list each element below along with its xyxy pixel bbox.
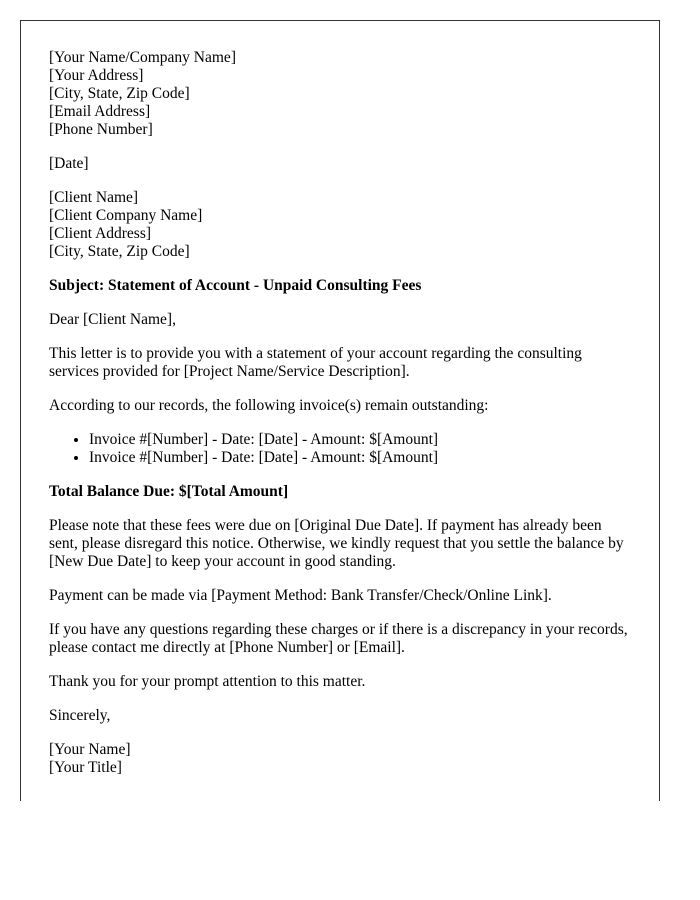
due-notice-paragraph: Please note that these fees were due on [Original Due Date]. If payment has already been sent, please disregard this notice. Otherwise, we kindly request that you settle the balance by [New Due Date] to keep your account in good standing. [49, 517, 624, 570]
recipient-block [49, 189, 631, 261]
sender-email: [Email Address] [49, 103, 151, 120]
signature-name: [Your Name] [49, 741, 131, 758]
recipient-address: [Client Address] [49, 225, 152, 242]
subject-line: Subject: Statement of Account - Unpaid Consulting Fees [49, 277, 422, 294]
salutation: Dear [Client Name], [49, 311, 176, 328]
sender-name: [Your Name/Company Name] [49, 49, 236, 66]
signature-block [49, 741, 631, 777]
signature-title: [Your Title] [49, 759, 122, 776]
sender-city-state-zip: [City, State, Zip Code] [49, 85, 190, 102]
questions-paragraph: If you have any questions regarding these charges or if there is a discrepancy in your records, please contact me directly at [Phone Number] or [Email]. [49, 621, 628, 656]
sender-address: [Your Address] [49, 67, 144, 84]
total-balance-due: Total Balance Due: $[Total Amount] [49, 483, 289, 500]
invoice-item: • Invoice #[Number] - Date: [Date] - Amount: $[Amount] [89, 431, 631, 449]
closing: Sincerely, [49, 707, 111, 724]
letter-date: [Date] [49, 155, 89, 172]
intro-paragraph: This letter is to provide you with a statement of your account regarding the consulting services provided for [Project Name/Service Description]. [49, 345, 582, 380]
sender-phone: [Phone Number] [49, 121, 153, 138]
sender-block [49, 49, 631, 139]
recipient-company: [Client Company Name] [49, 207, 203, 224]
payment-paragraph: Payment can be made via [Payment Method: Bank Transfer/Check/Online Link]. [49, 587, 552, 604]
invoice-list [49, 431, 631, 467]
thanks-paragraph: Thank you for your prompt attention to this matter. [49, 673, 366, 690]
records-paragraph: According to our records, the following invoice(s) remain outstanding: [49, 397, 489, 414]
recipient-name: [Client Name] [49, 189, 139, 206]
letter-page [20, 20, 660, 801]
recipient-city-state-zip: [City, State, Zip Code] [49, 243, 190, 260]
invoice-item: • Invoice #[Number] - Date: [Date] - Amount: $[Amount] [89, 449, 631, 467]
date-block [49, 155, 631, 173]
